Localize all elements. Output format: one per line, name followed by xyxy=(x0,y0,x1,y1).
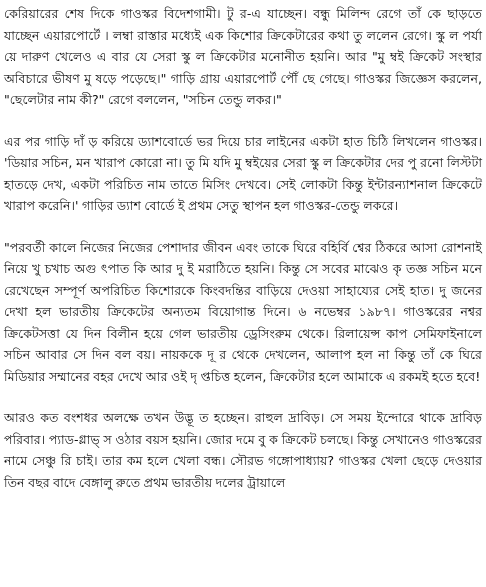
paragraph-gap xyxy=(4,111,482,131)
paragraph-4: আরও কত বংশধর অলক্ষে তখন উদ্ভূ ত হচ্ছেন। রাহুল দ্রাবিড়। সে সময় ইন্দোরে থাকে দ্রাবিড় পরিবার। প্যাড-গ্লাভ্ স ওঠার বয়স হয়নি। জোর দমে বু ক ক্রিকেট চলছে। কিন্তু সেখানেও গাওস্করের নামে সেঞ্চু রি চাই। তার কম হলে খেলা বন্ধ। সৌরভ গঙ্গোপাধ্যায়? গাওস্কর খেলা ছেড়ে দেওয়ার তিন বছর বাদে বেঙ্গালু রুতে প্রথম ভারতীয় দলের ট্রায়ালে xyxy=(4,410,482,490)
paragraph-gap xyxy=(4,387,482,407)
paragraph-gap xyxy=(4,217,482,237)
paragraph-1: কেরিয়ারের শেষ দিকে গাওস্কর বিদেশগামী। টু র-এ যাচ্ছেন। বন্ধু মিলিন্দ রেগে তাঁ কে ছাড়তে যাচ্ছেন এয়ারপোর্টে । লম্বা রাস্তার মধ্যেই এক কিশোর ক্রিকেটারের কথা তু ললেন রেগে। স্কু ল পর্যা য়ে দারুণ খেলেও এ বার যে সেরা স্কু ল ক্রিকেটার মনোনীত হয়নি। আর "মু ম্বই ক্রিকেট সংস্থার অবিচারে ভীষণ মু ষড়ে পড়েছে।" গাড়ি গ্রায় এয়ারপোর্ট পৌঁ ছে গেছে। গাওস্কর জিজ্ঞেস করলেন, "ছেলেটার নাম কী?" রেগে বললেন, "সচিন তেন্ডু লকর।" xyxy=(4,6,482,107)
paragraph-3: "পরবর্তী কালে নিজের নিজের পেশাদার জীবন এবং তাকে ঘিরে বহির্বি শ্বের ঠিকরে আসা রোশনাই নিয়ে খু চখাচ অগু ৎপাত কি আর দু ই মরাঠিতে হয়নি। কিন্তু সে সবের মাঝেও কৃ তজ্ঞ সচিন মনে রেখেছেন সম্পূর্ণ অপরিচিত কিশোরকে কিংবদন্তির বাড়িয়ে দেওয়া সাহায্যের সেই হাত। দু জনের দেখা হল ভারতীয় ক্রিকেটের অন্যতম বিয়োগান্ত দিনে। ৬ নভেম্বর ১৯৮৭। গাওস্করের নশ্বর ক্রিকেটসত্তা যে দিন বিলীন হয়ে গেল ভারতীয় ড্রেসিংরুম থেকে। রিলায়েন্স কাপ সেমিফাইনালে সচিন আবার সে দিন বল বয়। নায়ককে দূ র থেকে দেখলেন, আলাপ হল না কিন্তু তাঁ কে ঘিরে মিডিয়ার সম্মানের বহর দেখে আর ওই দৃ প্তচিত্ত হলেন, ক্রিকেটার হলে আমাকে এ রকমই হতে হবে! xyxy=(4,239,482,384)
article-body xyxy=(4,3,482,493)
paragraph-2: এর পর গাড়ি দাঁ ড় করিয়ে ড্যাশবোর্ডে ভর দিয়ে চার লাইনের একটা হাত চিঠি লিখলেন গাওস্কর। 'ডিয়ার সচিন, মন খারাপ কোরো না। তু মি যদি মু ম্বইয়ের সেরা স্কু ল ক্রিকেটার দের পু রনো লিস্টটা হাতড়ে দেখ, একটা পরিচিত নাম তাতে মিসিং দেখবে। সেই লোকটা কিন্তু ইন্টারন্যাশনাল ক্রিকেটে খারাপ করেনি।' গাড়ির ড্যাশ বোর্ডে ই প্রথম সেতু স্থাপন হল গাওস্কর-তেন্ডু লকরে। xyxy=(4,133,482,213)
